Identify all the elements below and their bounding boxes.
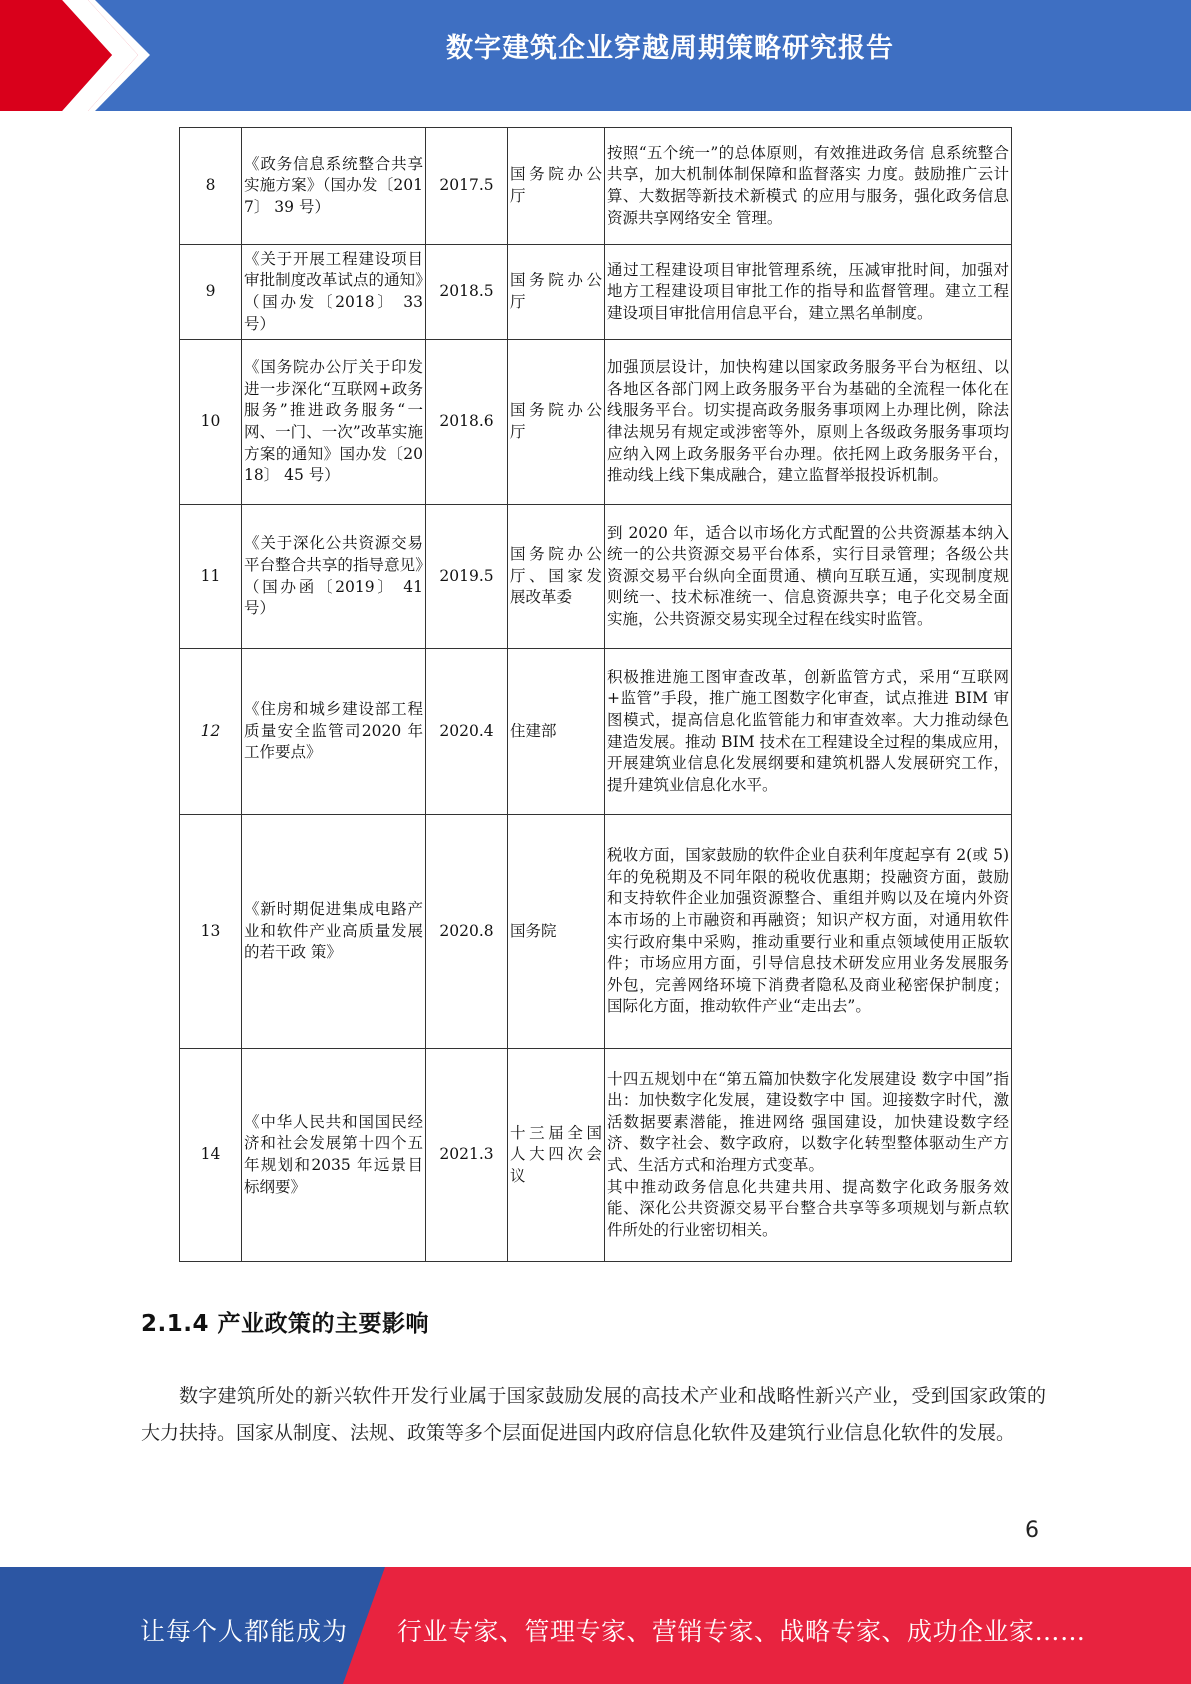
issuing-department: 国务院办公厅、国家发展改革委 [508, 505, 605, 649]
policy-content [605, 1049, 1012, 1262]
policy-content: 税收方面，国家鼓励的软件企业自获利年度起享有 2(或 5)年的免税期及不同年限的税收优惠期；投融资方面，鼓励和支持软件企业加强资源整合、重组并购以及在境内外资本市场的上市融资和再融资；知识产权方面，对通用软件实行政府集中采购，推动重要行业和重点领域使用正版软件；市场应用方面，引导信息技术研发应用业务发展服务外包，完善网络环境下消费者隐私及商业秘密保护制度；国际化方面，推动软件产业“走出去”。 [605, 815, 1012, 1049]
policy-name: 《国务院办公厅关于印发进一步深化“互联网+政务服务”推进政务服务“一网、一门、一次”改革实施方案的通知》国办发〔2018〕 45 号） [242, 340, 426, 505]
policy-content-main: 十四五规划中在“第五篇加快数字化发展建设 数字中国”指出：加快数字化发展，建设数字中 国。迎接数字时代，激活数据要素潜能，推进网络 强国建设，加快建设数字经济、数字社会、数字政府，以数字化转型整体驱动生产方式、生活方式和治理方式变革。 [607, 1069, 1009, 1174]
issuing-department: 住建部 [508, 649, 605, 815]
page-header [0, 0, 1191, 111]
policy-name: 《关于开展工程建设项目审批制度改革试点的通知》（国办发〔2018〕 33 号） [242, 245, 426, 340]
row-index: 14 [180, 1049, 242, 1262]
policy-date: 2018.6 [426, 340, 508, 505]
row-index: 11 [180, 505, 242, 649]
policy-content: 加强顶层设计，加快构建以国家政务服务平台为枢纽、以各地区各部门网上政务服务平台为基础的全流程一体化在线服务平台。切实提高政务服务事项网上办理比例，除法律法规另有规定或涉密等外，原则上各级政务服务事项均应纳入网上政务服务平台办理。依托网上政务服务平台，推动线上线下集成融合，建立监督举报投诉机制。 [605, 340, 1012, 505]
policy-content: 到 2020 年，适合以市场化方式配置的公共资源基本纳入统一的公共资源交易平台体系，实行目录管理；各级公共资源交易平台纵向全面贯通、横向互联互通，实现制度规则统一、技术标准统一、信息资源共享；电子化交易全面实施，公共资源交易实现全过程在线实时监管。 [605, 505, 1012, 649]
policy-content-extra: 其中推动政务信息化共建共用、提高数字化政务服务效能、深化公共资源交易平台整合共享等多项规划与新点软件所处的行业密切相关。 [607, 1177, 1009, 1239]
table-row [180, 505, 1012, 649]
row-index: 10 [180, 340, 242, 505]
row-index: 8 [180, 128, 242, 245]
body-paragraph: 数字建筑所处的新兴软件开发行业属于国家鼓励发展的高技术产业和战略性新兴产业，受到国家政策的大力扶持。国家从制度、法规、政策等多个层面促进国内政府信息化软件及建筑行业信息化软件的发展。 [141, 1385, 1046, 1444]
policy-date: 2018.5 [426, 245, 508, 340]
table-row [180, 1049, 1012, 1262]
table-row [180, 340, 1012, 505]
footer-slogan-right: 行业专家、管理专家、营销专家、战略专家、成功企业家…… [397, 1617, 1086, 1646]
footer-slogan-left: 让每个人都能成为 [140, 1617, 349, 1646]
issuing-department: 国务院办公厅 [508, 340, 605, 505]
issuing-department: 国务院办公厅 [508, 128, 605, 245]
policy-name: 《中华人民共和国国民经济和社会发展第十四个五年规划和2035 年远景目标纲要》 [242, 1049, 426, 1262]
policy-content: 积极推进施工图审查改革，创新监管方式，采用“互联网+监管”手段，推广施工图数字化审查，试点推进 BIM 审图模式，提高信息化监管能力和审查效率。大力推动绿色建造发展。推动 BIM 技术在工程建设全过程的集成应用，开展建筑业信息化发展纲要和建筑机器人发展研究工作，提升建筑业信息化水平。 [605, 649, 1012, 815]
page-number: 6 [1025, 1518, 1039, 1543]
policy-content: 通过工程建设项目审批管理系统，压减审批时间，加强对地方工程建设项目审批工作的指导和监督管理。建立工程建设项目审批信用信息平台，建立黑名单制度。 [605, 245, 1012, 340]
policy-name: 《住房和城乡建设部工程质量安全监管司2020 年工作要点》 [242, 649, 426, 815]
row-index: 9 [180, 245, 242, 340]
table-row [180, 128, 1012, 245]
table-row [180, 245, 1012, 340]
policy-date: 2017.5 [426, 128, 508, 245]
policy-name: 《关于深化公共资源交易平台整合共享的指导意见》（国办函〔2019〕 41 号） [242, 505, 426, 649]
policy-name: 《政务信息系统整合共享实施方案》（国办发〔2017〕 39 号） [242, 128, 426, 245]
header-red-arrow-icon [0, 0, 150, 111]
policy-date: 2019.5 [426, 505, 508, 649]
table-row [180, 649, 1012, 815]
report-title: 数字建筑企业穿越周期策略研究报告 [446, 33, 894, 64]
section-heading: 2.1.4 产业政策的主要影响 [141, 1311, 429, 1337]
policy-date: 2021.3 [426, 1049, 508, 1262]
policy-name: 《新时期促进集成电路产业和软件产业高质量发展的若干政 策》 [242, 815, 426, 1049]
policy-date: 2020.8 [426, 815, 508, 1049]
policy-date: 2020.4 [426, 649, 508, 815]
issuing-department: 国务院办公厅 [508, 245, 605, 340]
policy-table [179, 127, 1012, 1262]
issuing-department: 国务院 [508, 815, 605, 1049]
row-index: 12 [180, 649, 242, 815]
row-index: 13 [180, 815, 242, 1049]
policy-content: 按照“五个统一”的总体原则，有效推进政务信 息系统整合共享，加大机制体制保障和监督落实 力度。鼓励推广云计算、大数据等新技术新模式 的应用与服务，强化政务信息资源共享网络安全 管理。 [605, 128, 1012, 245]
issuing-department: 十三届全国人大四次会议 [508, 1049, 605, 1262]
table-row [180, 815, 1012, 1049]
